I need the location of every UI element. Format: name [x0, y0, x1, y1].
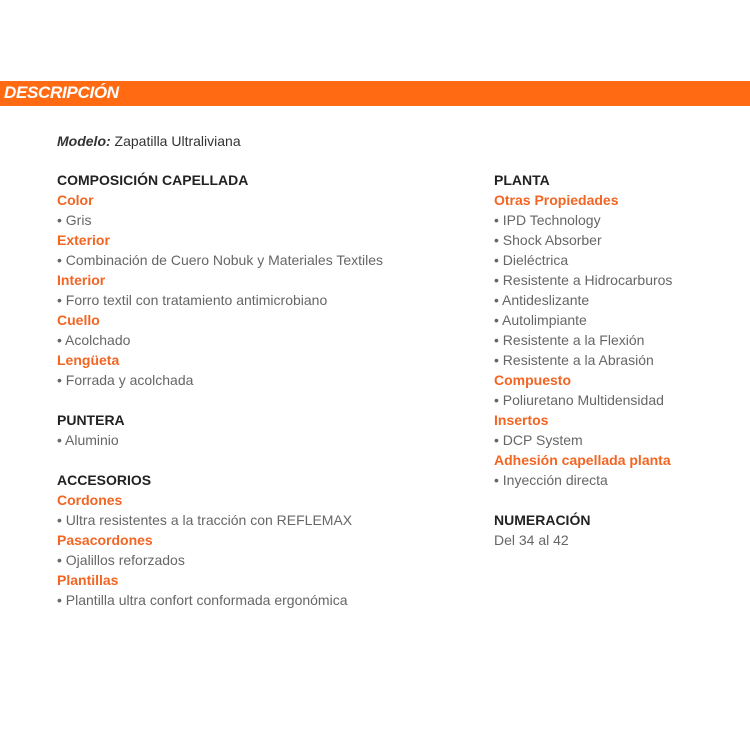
subheading-otras-propiedades: Otras Propiedades — [494, 192, 619, 208]
section-title-numeracion: NUMERACIÓN — [494, 512, 591, 528]
banner-title: DESCRIPCIÓN — [4, 83, 119, 102]
list-item: • Ultra resistentes a la tracción con REFLEMAX — [57, 512, 353, 528]
subheading-interior: Interior — [57, 272, 106, 288]
subheading-adhesion: Adhesión capellada planta — [494, 452, 671, 468]
list-item: • DCP System — [494, 432, 583, 448]
list-item: • Resistente a la Abrasión — [494, 352, 654, 368]
subheading-color: Color — [57, 192, 94, 208]
model-line — [57, 131, 241, 151]
list-item: • Shock Absorber — [494, 232, 602, 248]
model-label: Modelo: — [57, 133, 111, 149]
list-item: • Combinación de Cuero Nobuk y Materiales Textiles — [57, 252, 384, 268]
list-item: • Forrada y acolchada — [57, 372, 194, 388]
subheading-lengueta: Lengüeta — [57, 352, 120, 368]
section-title-composicion: COMPOSICIÓN CAPELLADA — [57, 172, 249, 188]
right-column — [494, 170, 672, 550]
list-item: • Forro textil con tratamiento antimicrobiano — [57, 292, 328, 308]
list-item: • Poliuretano Multidensidad — [494, 392, 664, 408]
list-item: • Acolchado — [57, 332, 131, 348]
description-banner — [0, 81, 750, 106]
list-item: • Plantilla ultra confort conformada ergonómica — [57, 592, 348, 608]
section-title-planta: PLANTA — [494, 172, 550, 188]
list-item: • Resistente a la Flexión — [494, 332, 645, 348]
subheading-insertos: Insertos — [494, 412, 549, 428]
list-item: • Antideslizante — [494, 292, 590, 308]
section-title-puntera: PUNTERA — [57, 412, 125, 428]
subheading-plantillas: Plantillas — [57, 572, 119, 588]
subheading-pasacordones: Pasacordones — [57, 532, 153, 548]
subheading-compuesto: Compuesto — [494, 372, 571, 388]
subheading-exterior: Exterior — [57, 232, 110, 248]
subheading-cordones: Cordones — [57, 492, 123, 508]
model-value: Zapatilla Ultraliviana — [114, 133, 241, 149]
list-item: • Autolimpiante — [494, 312, 587, 328]
size-range: Del 34 al 42 — [494, 532, 569, 548]
list-item: • Ojalillos reforzados — [57, 552, 185, 568]
list-item: • Resistente a Hidrocarburos — [494, 272, 673, 288]
list-item: • Inyección directa — [494, 472, 608, 488]
section-title-accesorios: ACCESORIOS — [57, 472, 152, 488]
list-item: • Aluminio — [57, 432, 119, 448]
list-item: • Gris — [57, 212, 92, 228]
left-column — [57, 170, 383, 610]
list-item: • IPD Technology — [494, 212, 601, 228]
subheading-cuello: Cuello — [57, 312, 100, 328]
list-item: • Dieléctrica — [494, 252, 569, 268]
